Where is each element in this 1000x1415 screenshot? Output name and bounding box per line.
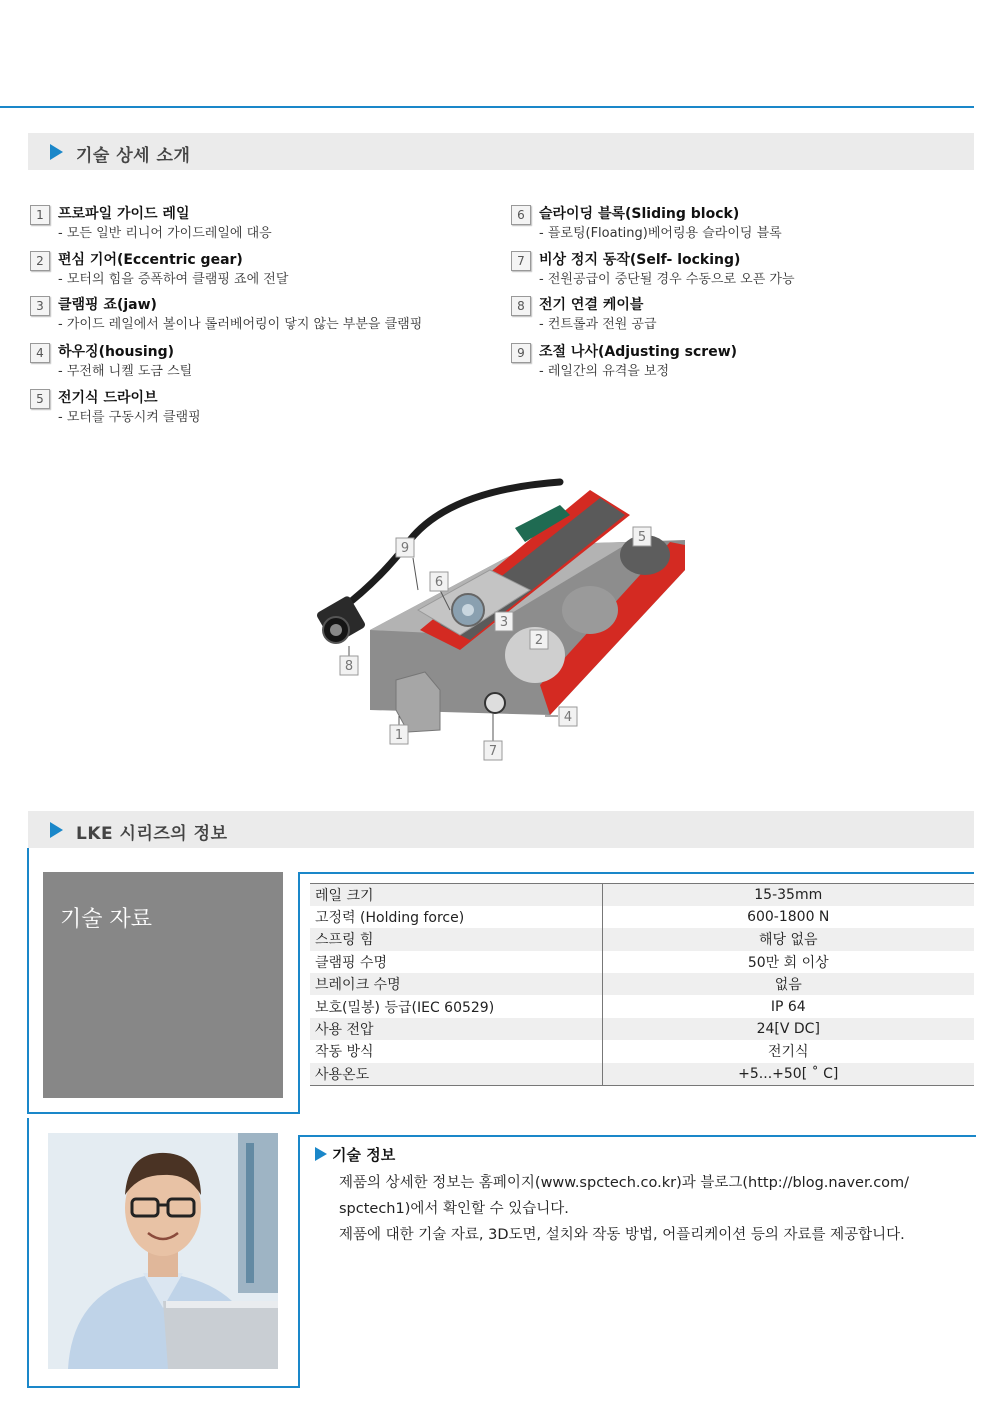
feature-title: 조절 나사(Adjusting screw)	[539, 344, 738, 360]
feature-description: - 모터의 힘을 증폭하여 클램핑 죠에 전달	[58, 272, 289, 287]
table-row	[310, 884, 974, 906]
info-title: 기술 정보	[332, 1146, 396, 1164]
feature-title: 전기 연결 케이블	[539, 297, 644, 313]
spec-value: +5...+50[ ˚ C]	[602, 1063, 974, 1085]
frame-line	[27, 1386, 299, 1388]
triangle-icon	[315, 1147, 327, 1161]
frame-line	[27, 848, 29, 1114]
spec-key: 사용 전압	[310, 1018, 602, 1040]
spec-key: 브레이크 수명	[310, 973, 602, 995]
spec-value: 15-35mm	[602, 884, 974, 906]
spec-key: 클램핑 수명	[310, 951, 602, 973]
section-title: LKE 시리즈의 정보	[76, 824, 228, 844]
callout-5: 5	[637, 530, 647, 545]
frame-line	[298, 1135, 976, 1137]
connector-icon	[316, 595, 367, 645]
section-header-tech-intro	[28, 133, 974, 170]
info-line: 제품에 대한 기술 자료, 3D도면, 설치와 작동 방법, 어플리케이션 등의 자료를 제공합니다.	[339, 1227, 905, 1243]
spec-key: 레일 크기	[310, 884, 602, 906]
feature-number: 5	[30, 389, 50, 409]
spec-value: 600-1800 N	[747, 909, 830, 926]
callout-2: 2	[534, 633, 544, 648]
table-row	[310, 995, 974, 1017]
feature-number: 6	[511, 205, 531, 225]
spec-value: 전기식	[767, 1044, 809, 1061]
triangle-icon	[50, 822, 63, 838]
spec-value: 24[V DC]	[602, 1018, 974, 1040]
feature-number: 2	[30, 251, 50, 271]
feature-description: - 레일간의 유격을 보정	[539, 364, 670, 379]
feature-title: 비상 정지 동작(Self- locking)	[539, 252, 741, 268]
table-row	[310, 951, 974, 973]
frame-line	[27, 1118, 29, 1388]
frame-line	[298, 872, 974, 874]
feature-description: - 무전해 니켈 도금 스틸	[58, 364, 193, 379]
feature-description: - 모터를 구동시켜 클램핑	[58, 410, 201, 425]
feature-number: 8	[511, 296, 531, 316]
feature-number: 1	[30, 205, 50, 225]
top-divider	[0, 106, 974, 108]
spec-value: 50만 회 이상	[747, 954, 829, 971]
spec-table	[310, 883, 974, 1086]
feature-number: 4	[30, 343, 50, 363]
callout-7: 7	[488, 744, 498, 759]
feature-description: - 컨트롤과 전원 공급	[539, 317, 657, 332]
triangle-icon	[50, 144, 63, 160]
callout-6: 6	[434, 575, 444, 590]
frame-line	[298, 872, 300, 1114]
tech-data-label: 기술 자료	[60, 907, 153, 932]
section-title: 기술 상세 소개	[76, 146, 191, 166]
feature-description: - 전원공급이 중단될 경우 수동으로 오픈 가능	[539, 272, 795, 287]
info-line: 제품의 상세한 정보는 홈페이지(www.spctech.co.kr)과 블로그(http://blog.naver.com/	[339, 1175, 910, 1191]
feature-number: 9	[511, 343, 531, 363]
callout-8: 8	[344, 659, 354, 674]
table-row	[310, 906, 974, 928]
spec-key: 작동 방식	[310, 1040, 602, 1062]
frame-line	[27, 1112, 299, 1114]
info-paragraph	[339, 1170, 959, 1248]
spec-key: 스프링 힘	[310, 928, 602, 950]
table-row	[310, 928, 974, 950]
spec-key: 보호(밀봉) 등급(IEC 60529)	[310, 995, 602, 1017]
spec-value: IP 64	[770, 998, 806, 1015]
frame-line	[298, 1135, 300, 1388]
tech-data-panel	[43, 872, 283, 1098]
feature-title: 전기식 드라이브	[58, 390, 158, 406]
info-line: spctech1)에서 확인할 수 있습니다.	[339, 1201, 569, 1217]
feature-number: 3	[30, 296, 50, 316]
feature-title: 슬라이딩 블록(Sliding block)	[539, 206, 740, 222]
spec-key: 사용온도	[310, 1063, 602, 1085]
spec-value: 없음	[602, 973, 974, 995]
spec-key: 고정력 (Holding force)	[310, 906, 602, 928]
section-header-series-info	[28, 811, 974, 848]
callout-4: 4	[563, 710, 573, 725]
spec-value: 해당 없음	[602, 928, 974, 950]
table-row	[310, 1063, 974, 1085]
feature-number: 7	[511, 251, 531, 271]
table-row	[310, 1040, 974, 1062]
callout-9: 9	[400, 541, 410, 556]
feature-title: 하우징(housing)	[58, 344, 175, 360]
feature-description: - 플로팅(Floating)베어링용 슬라이딩 블록	[539, 226, 782, 241]
feature-title: 편심 기어(Eccentric gear)	[58, 252, 243, 268]
callout-3: 3	[499, 615, 509, 630]
table-row	[310, 973, 974, 995]
feature-description: - 가이드 레일에서 볼이나 롤러베어링이 닿지 않는 부분을 클램핑	[58, 317, 423, 332]
engineer-photo	[48, 1133, 278, 1369]
callout-1: 1	[394, 728, 404, 743]
table-row	[310, 1018, 974, 1040]
feature-title: 클램핑 죠(jaw)	[58, 297, 157, 313]
product-cutaway-diagram	[300, 470, 700, 770]
feature-description: - 모든 일반 리니어 가이드레일에 대응	[58, 226, 272, 241]
feature-title: 프로파일 가이드 레일	[58, 206, 190, 222]
